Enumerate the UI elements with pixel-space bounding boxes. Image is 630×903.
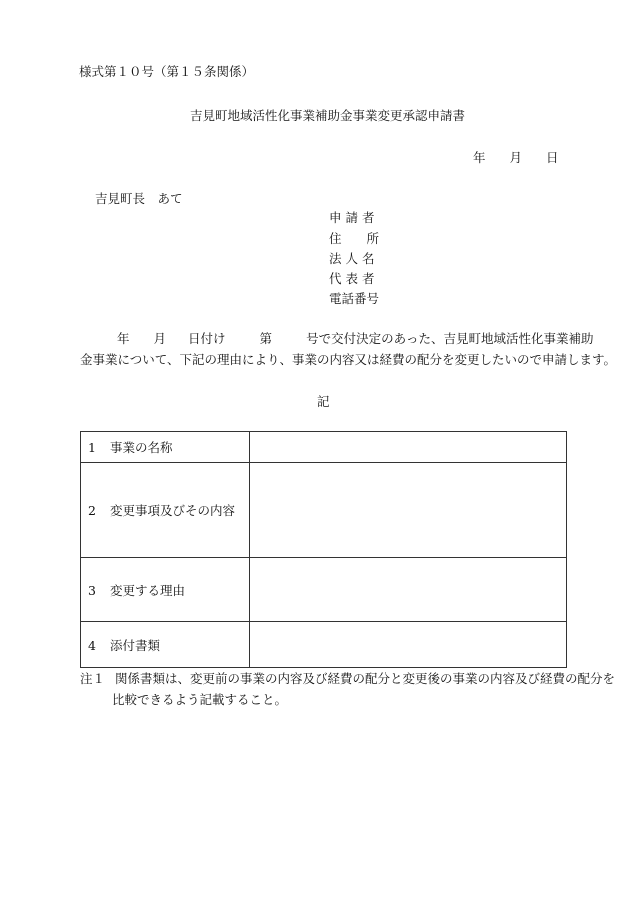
table-row xyxy=(81,463,567,558)
body-line-2: 金事業について、下記の理由により、事業の内容又は経費の配分を変更したいので申請します。 xyxy=(80,352,617,367)
note-line-1 xyxy=(80,673,615,686)
table-row xyxy=(81,558,567,622)
body-month: 月 xyxy=(153,331,167,346)
note-line-2: 比較できるよう記載すること。 xyxy=(112,692,288,707)
table-label-cell xyxy=(81,432,250,463)
document-title: 吉見町地域活性化事業補助金事業変更承認申請書 xyxy=(190,108,466,123)
row-number: 4 xyxy=(88,637,96,653)
addressee: 吉見町長 あて xyxy=(95,191,183,206)
table-row xyxy=(81,622,567,668)
applicant-phone-label: 電話番号 xyxy=(329,291,380,306)
row-label: 添付書類 xyxy=(110,637,161,653)
body-day-dated: 日付け xyxy=(188,331,226,346)
note-marker: 注１ xyxy=(80,671,106,686)
date-month: 月 xyxy=(509,150,523,165)
applicant-address-label: 住 所 xyxy=(329,231,380,246)
note-text-1: 関係書類は、変更前の事業の内容及び経費の配分と変更後の事業の内容及び経費の配分を xyxy=(115,671,616,686)
date-day: 日 xyxy=(546,150,559,165)
table-value-cell[interactable] xyxy=(250,558,567,622)
date-year: 年 xyxy=(473,150,486,165)
body-dai: 第 xyxy=(259,331,273,346)
applicant-corporation-label: 法 人 名 xyxy=(329,251,375,266)
row-number: 2 xyxy=(88,503,96,518)
table-row xyxy=(81,432,567,463)
body-line-1-rest: 号で交付決定のあった、吉見町地域活性化事業補助 xyxy=(306,331,594,346)
row-number: 3 xyxy=(88,582,96,598)
row-number: 1 xyxy=(88,440,96,455)
table-label-cell xyxy=(81,463,250,558)
row-label: 変更する理由 xyxy=(110,582,186,598)
form-number: 様式第１０号（第１５条関係） xyxy=(79,64,255,79)
table-value-cell[interactable] xyxy=(250,432,567,463)
ki-heading: 記 xyxy=(317,394,330,409)
row-label: 事業の名称 xyxy=(110,440,173,455)
applicant-representative-label: 代 表 者 xyxy=(329,271,375,286)
table-label-cell xyxy=(81,558,250,622)
body-year: 年 xyxy=(117,331,130,346)
applicant-applicant-label: 申 請 者 xyxy=(329,210,375,225)
table-label-cell xyxy=(81,622,250,668)
body-line-1 xyxy=(117,333,593,346)
date-line xyxy=(473,152,559,165)
application-table xyxy=(80,431,567,668)
table-value-cell[interactable] xyxy=(250,463,567,558)
row-label: 変更事項及びその内容 xyxy=(110,503,236,518)
table-value-cell[interactable] xyxy=(250,622,567,668)
